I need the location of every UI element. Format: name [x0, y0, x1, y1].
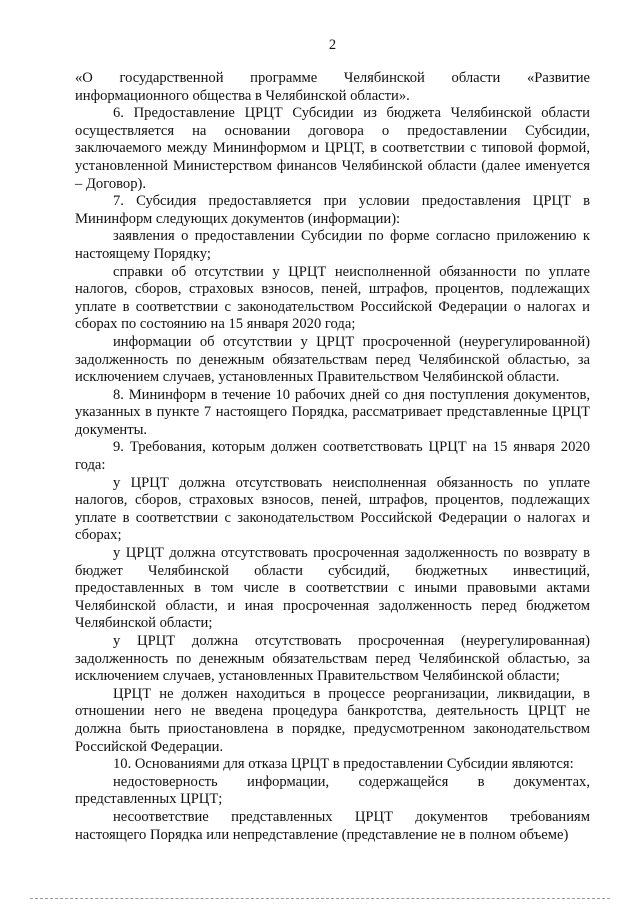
- paragraph-item-7-debt-information: информации об отсутствии у ЦРЦТ просроченной (неурегулированной) задолженность по денежным обязательствам перед Челябинской областью, за исключением случаев, установленных Правительством Челябинской области.: [75, 333, 590, 386]
- paragraph-item-10: 10. Основаниями для отказа ЦРЦТ в предоставлении Субсидии являются:: [113, 756, 574, 773]
- paragraph-item-7: 7. Субсидия предоставляется при условии предоставления ЦРЦТ в Мининформ следующих документов (информации):: [75, 193, 590, 227]
- bottom-divider: [30, 898, 610, 899]
- paragraph-item-7-application: заявления о предоставлении Субсидии по форме согласно приложению к настоящему Порядку;: [75, 228, 590, 262]
- paragraph-item-10-inaccuracy: недостоверность информации, содержащейся в документах, представленных ЦРЦТ;: [75, 773, 590, 808]
- paragraph-item-7-tax-certificate: справки об отсутствии у ЦРЦТ неисполненной обязанности по уплате налогов, сборов, страховых взносов, пеней, штрафов, процентов, подлежащих уплате в соответствии с законодательством Российской Федерации о налогах и сборах по состоянию на 15 января 2020 года;: [75, 263, 590, 333]
- paragraph-item-9-reorganization: ЦРЦТ не должен находиться в процессе реорганизации, ликвидации, в отношении него не введена процедура банкротства, деятельность ЦРЦТ не должна быть приостановлена в порядке, предусмотренном законодательством Российской Федерации.: [75, 685, 590, 755]
- paragraph-item-9-budget-debt: у ЦРЦТ должна отсутствовать просроченная задолженность по возврату в бюджет Челябинской области субсидий, бюджетных инвестиций, предоставленных в том числе в соответствии с иными правовыми актами Челябинской области, и иная просроченная задолженность перед бюджетом Челябинской области;: [75, 545, 590, 632]
- paragraph-item-8: 8. Мининформ в течение 10 рабочих дней со дня поступления документов, указанных в пункте 7 настоящего Порядка, рассматривает представленные ЦРЦТ документы.: [75, 386, 590, 438]
- paragraph-item-6: 6. Предоставление ЦРЦТ Субсидии из бюджета Челябинской области осуществляется на основании договора о предоставлении Субсидии, заключаемого между Мининформом и ЦРЦТ, в соответствии с типовой формой, установленной Министерством финансов Челябинской области (далее именуется – Договор).: [75, 105, 590, 192]
- paragraph-item-10-noncompliance: несоответствие представленных ЦРЦТ документов требованиям настоящего Порядка или непредставление (представление не в полном объеме): [75, 808, 590, 843]
- paragraph-item-9: 9. Требования, которым должен соответствовать ЦРЦТ на 15 января 2020 года:: [75, 439, 590, 474]
- paragraph-item-9-monetary-obligations: у ЦРЦТ должна отсутствовать просроченная (неурегулированная) задолженность по денежным обязательствам перед Челябинской областью, за исключением случаев, установленных Правительством Челябинской области;: [75, 633, 590, 685]
- page-number: 2: [328, 37, 337, 53]
- document-body: [75, 70, 590, 844]
- paragraph-item-9-tax-obligation: у ЦРЦТ должна отсутствовать неисполненная обязанность по уплате налогов, сборов, страховых взносов, пеней, штрафов, процентов, подлежащих уплате в соответствии с законодательством Российской Федерации о налогах и сборах;: [75, 474, 590, 544]
- paragraph-program-title: «О государственной программе Челябинской области «Развитие информационного общества в Челябинской области».: [75, 70, 590, 104]
